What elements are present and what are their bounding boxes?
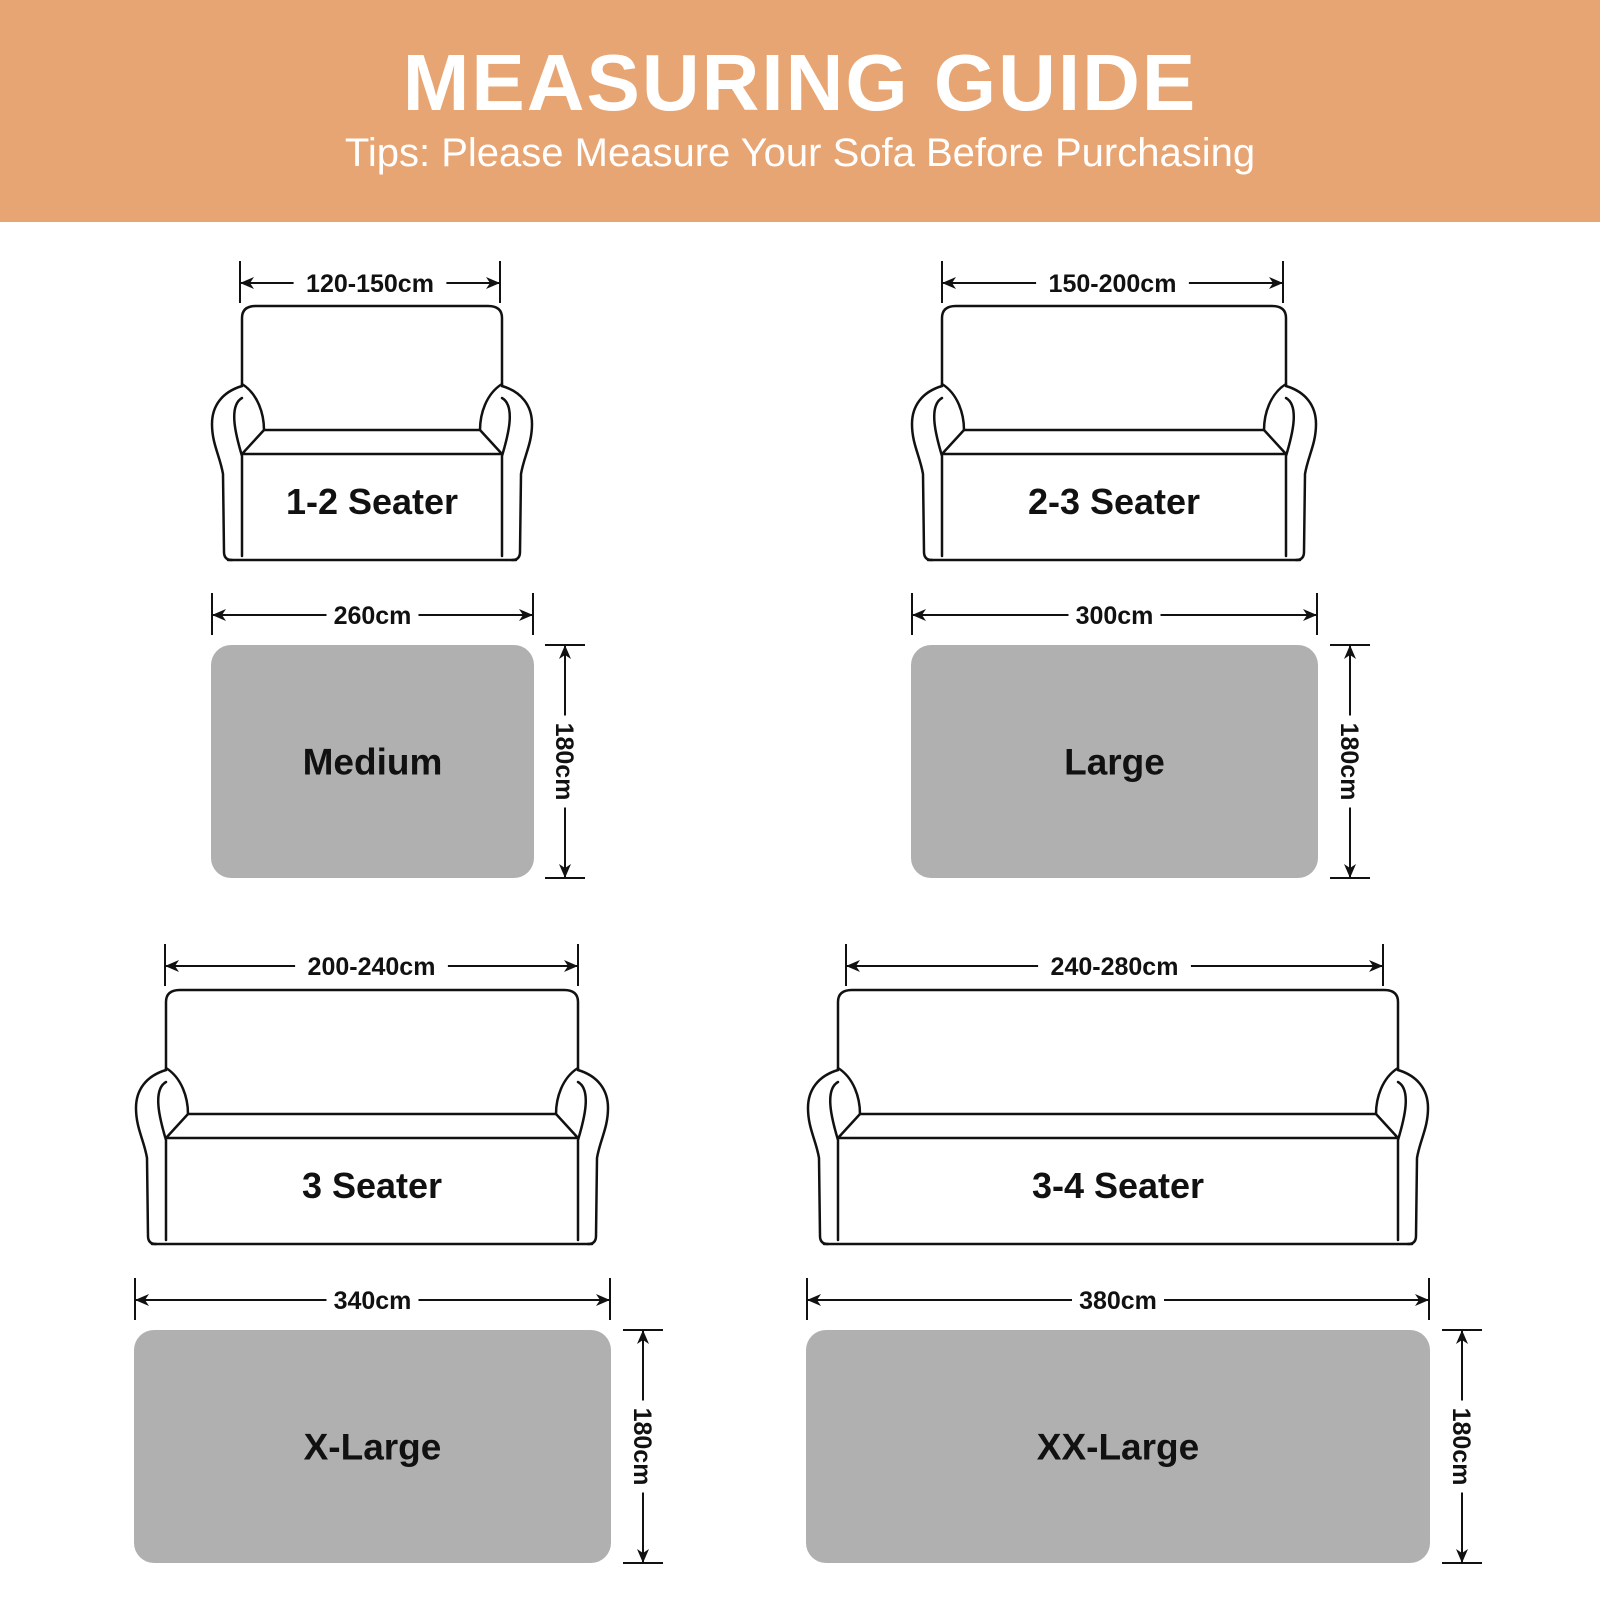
left-arm-inner	[942, 384, 964, 430]
seater-label: 1-2 Seater	[285, 481, 459, 522]
right-arm-front	[502, 398, 510, 556]
sofa-back	[942, 306, 1286, 386]
cover-height-dimension-label: 180cm	[550, 722, 578, 801]
left-arm-inner	[166, 1068, 188, 1114]
sofa-panel	[806, 944, 1482, 1563]
sofa-width-dimension-label: 240-280cm	[1050, 953, 1179, 981]
seat-cushion	[166, 1114, 578, 1138]
left-arm-inner	[838, 1068, 860, 1114]
size-label: Medium	[302, 741, 443, 783]
left-arm-inner	[242, 384, 264, 430]
right-arm-inner	[1264, 384, 1286, 430]
sofa-width-dimension-label: 200-240cm	[307, 953, 436, 981]
size-label: X-Large	[303, 1426, 442, 1468]
sofa-width-dimension-label: 150-200cm	[1048, 270, 1177, 298]
cover-height-dimension-label: 180cm	[1447, 1407, 1475, 1486]
right-arm-outer	[578, 1070, 608, 1244]
right-arm-outer	[1286, 386, 1316, 560]
sofa-back	[166, 990, 578, 1070]
sofa-panel	[211, 261, 585, 878]
sofa-panel	[134, 944, 663, 1563]
left-arm-outer	[808, 1070, 838, 1244]
seater-label: 2-3 Seater	[1027, 481, 1201, 522]
right-arm-outer	[1398, 1070, 1428, 1244]
page-title: MEASURING GUIDE	[402, 38, 1198, 127]
left-arm-outer	[212, 386, 242, 560]
cover-width-dimension-label: 300cm	[1075, 602, 1154, 630]
right-arm-inner	[1376, 1068, 1398, 1114]
size-label: Large	[1064, 741, 1165, 783]
left-arm-outer	[136, 1070, 166, 1244]
seat-cushion	[838, 1114, 1398, 1138]
right-arm-front	[1286, 398, 1294, 556]
right-arm-inner	[480, 384, 502, 430]
left-arm-front	[934, 398, 942, 556]
right-arm-front	[578, 1082, 586, 1240]
sofa-back	[242, 306, 502, 386]
cover-width-dimension-label: 340cm	[333, 1287, 412, 1315]
cover-width-dimension-label: 380cm	[1079, 1287, 1157, 1315]
left-arm-front	[158, 1082, 166, 1240]
cover-height-dimension-label: 180cm	[628, 1407, 656, 1486]
left-arm-front	[234, 398, 242, 556]
right-arm-outer	[502, 386, 532, 560]
left-arm-front	[830, 1082, 838, 1240]
seat-cushion	[242, 430, 502, 454]
page-subtitle: Tips: Please Measure Your Sofa Before Purchasing	[344, 131, 1256, 175]
right-arm-inner	[556, 1068, 578, 1114]
seater-label: 3 Seater	[301, 1165, 443, 1206]
sofa-width-dimension-label: 120-150cm	[306, 270, 434, 298]
sofa-back	[838, 990, 1398, 1070]
cover-height-dimension-label: 180cm	[1335, 722, 1363, 801]
sofa-panel	[911, 261, 1370, 878]
left-arm-outer	[912, 386, 942, 560]
cover-width-dimension-label: 260cm	[333, 602, 412, 630]
seat-cushion	[942, 430, 1286, 454]
right-arm-front	[1398, 1082, 1406, 1240]
seater-label: 3-4 Seater	[1031, 1165, 1205, 1206]
size-label: XX-Large	[1036, 1426, 1200, 1468]
